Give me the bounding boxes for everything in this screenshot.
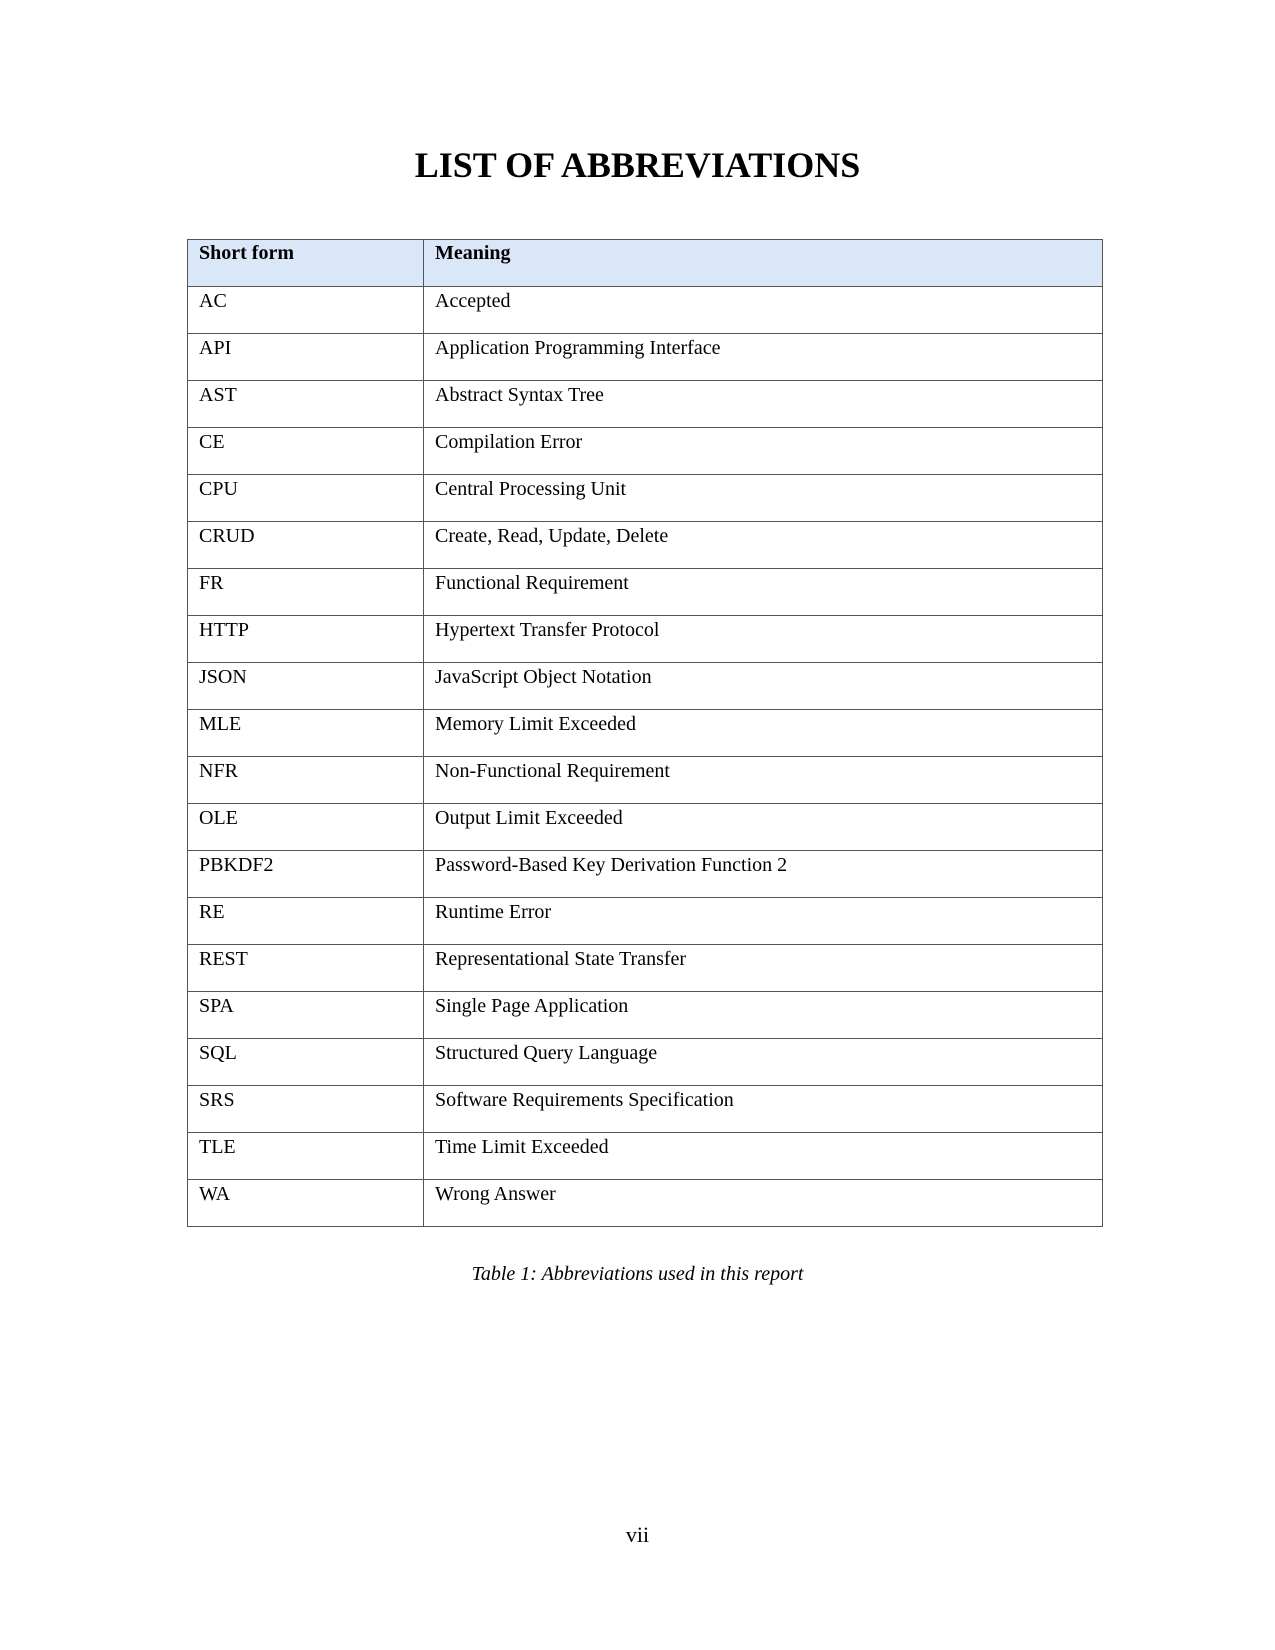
meaning-cell: Memory Limit Exceeded <box>424 710 1103 757</box>
table-row <box>188 804 1103 851</box>
meaning-cell: Central Processing Unit <box>424 475 1103 522</box>
short-form-cell: MLE <box>188 710 424 757</box>
meaning-cell: Password-Based Key Derivation Function 2 <box>424 851 1103 898</box>
meaning-cell: Non-Functional Requirement <box>424 757 1103 804</box>
table-row <box>188 851 1103 898</box>
short-form-cell: FR <box>188 569 424 616</box>
abbreviations-table <box>187 239 1103 1227</box>
short-form-cell: SQL <box>188 1039 424 1086</box>
meaning-cell: Wrong Answer <box>424 1180 1103 1227</box>
short-form-cell: SRS <box>188 1086 424 1133</box>
table-row <box>188 898 1103 945</box>
meaning-cell: Single Page Application <box>424 992 1103 1039</box>
short-form-cell: RE <box>188 898 424 945</box>
table-row <box>188 475 1103 522</box>
short-form-cell: REST <box>188 945 424 992</box>
short-form-cell: JSON <box>188 663 424 710</box>
table-row <box>188 663 1103 710</box>
table-row <box>188 1086 1103 1133</box>
meaning-cell: Representational State Transfer <box>424 945 1103 992</box>
table-row <box>188 569 1103 616</box>
table-row <box>188 428 1103 475</box>
table-row <box>188 287 1103 334</box>
meaning-cell: Functional Requirement <box>424 569 1103 616</box>
meaning-cell: Structured Query Language <box>424 1039 1103 1086</box>
column-header-meaning: Meaning <box>424 240 1103 287</box>
table-row <box>188 616 1103 663</box>
short-form-cell: WA <box>188 1180 424 1227</box>
table-row <box>188 381 1103 428</box>
table-row <box>188 710 1103 757</box>
table-row <box>188 1180 1103 1227</box>
meaning-cell: Accepted <box>424 287 1103 334</box>
table-row <box>188 1039 1103 1086</box>
meaning-cell: Application Programming Interface <box>424 334 1103 381</box>
meaning-cell: Time Limit Exceeded <box>424 1133 1103 1180</box>
table-body <box>188 287 1103 1227</box>
short-form-cell: AC <box>188 287 424 334</box>
short-form-cell: CRUD <box>188 522 424 569</box>
short-form-cell: SPA <box>188 992 424 1039</box>
meaning-cell: Output Limit Exceeded <box>424 804 1103 851</box>
table-row <box>188 334 1103 381</box>
short-form-cell: NFR <box>188 757 424 804</box>
short-form-cell: AST <box>188 381 424 428</box>
meaning-cell: JavaScript Object Notation <box>424 663 1103 710</box>
meaning-cell: Software Requirements Specification <box>424 1086 1103 1133</box>
meaning-cell: Hypertext Transfer Protocol <box>424 616 1103 663</box>
short-form-cell: CE <box>188 428 424 475</box>
meaning-cell: Runtime Error <box>424 898 1103 945</box>
short-form-cell: TLE <box>188 1133 424 1180</box>
table-row <box>188 945 1103 992</box>
table-row <box>188 992 1103 1039</box>
short-form-cell: API <box>188 334 424 381</box>
page-title: LIST OF ABBREVIATIONS <box>414 145 861 185</box>
meaning-cell: Compilation Error <box>424 428 1103 475</box>
table-row <box>188 522 1103 569</box>
meaning-cell: Create, Read, Update, Delete <box>424 522 1103 569</box>
page-number: vii <box>625 1522 650 1547</box>
meaning-cell: Abstract Syntax Tree <box>424 381 1103 428</box>
short-form-cell: CPU <box>188 475 424 522</box>
table-row <box>188 1133 1103 1180</box>
short-form-cell: PBKDF2 <box>188 851 424 898</box>
column-header-short-form: Short form <box>188 240 424 287</box>
short-form-cell: OLE <box>188 804 424 851</box>
table-row <box>188 757 1103 804</box>
table-caption: Table 1: Abbreviations used in this report <box>471 1263 804 1285</box>
short-form-cell: HTTP <box>188 616 424 663</box>
table-header-row <box>188 240 1103 287</box>
